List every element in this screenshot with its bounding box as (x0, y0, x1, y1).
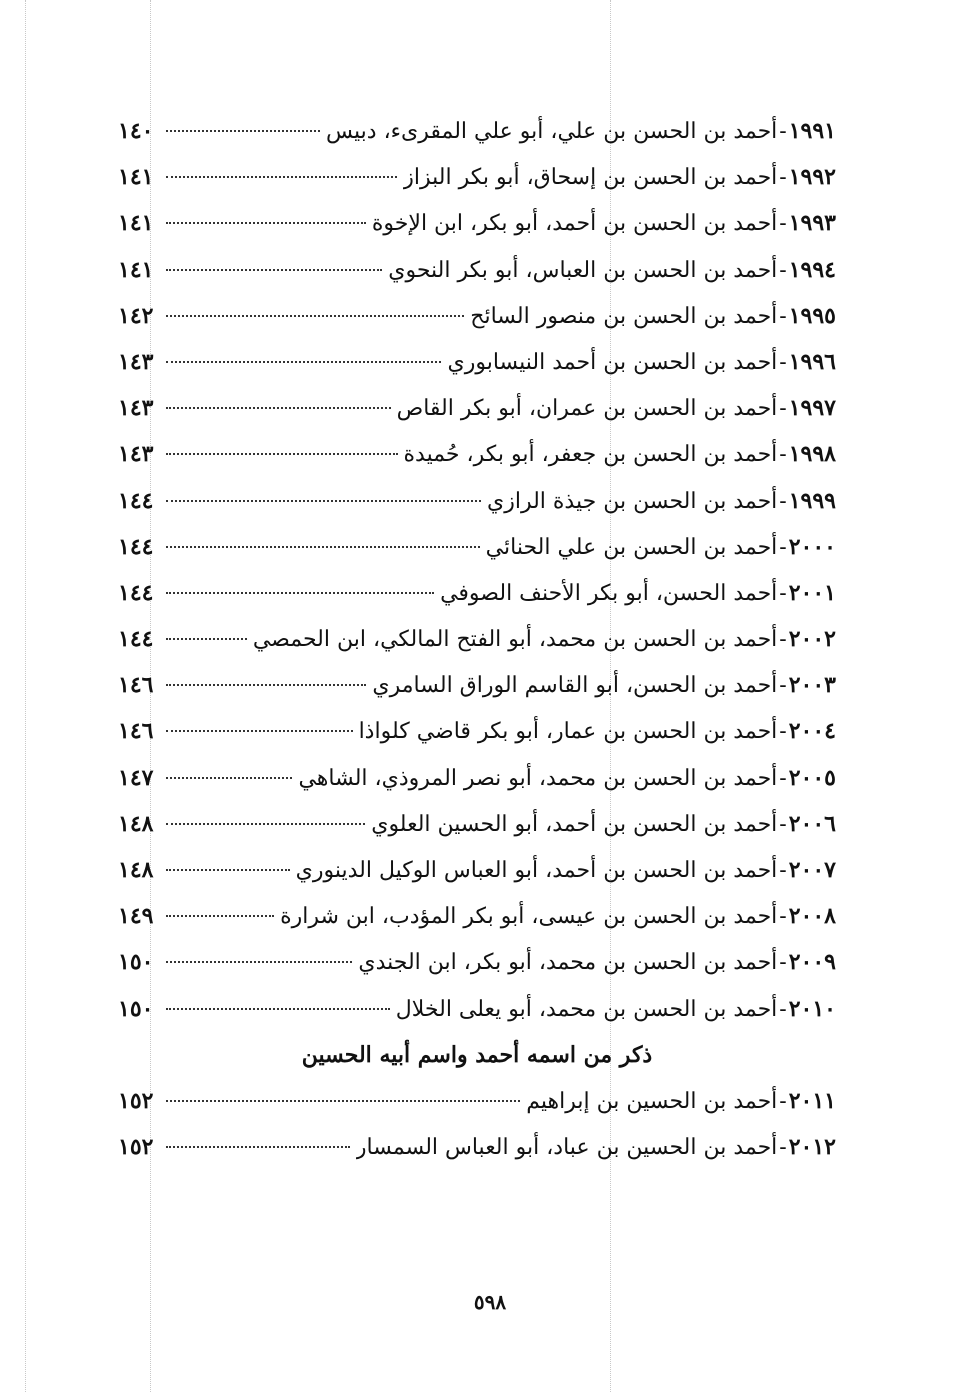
entry-name: أحمد بن الحسن بن محمد، أبو يعلى الخلال (395, 996, 778, 1022)
entry-number: ١٩٩٥ (788, 302, 836, 329)
toc-entry (118, 339, 836, 385)
entry-number: ٢٠١١ (788, 1087, 836, 1114)
toc-entry (118, 616, 836, 662)
entry-name: أحمد بن الحسن بن علي الحنائي (485, 534, 778, 560)
entry-page-number: ١٤٣ (118, 395, 154, 422)
leader-dots (166, 315, 464, 317)
entry-page-number: ١٤٨ (118, 857, 154, 883)
leader-dots (166, 823, 365, 825)
entry-page-number: ١٤٣ (118, 348, 154, 375)
toc-entry (118, 293, 836, 339)
entry-dash: - (779, 119, 787, 144)
entry-dash: - (779, 1088, 787, 1114)
entry-name: أحمد بن الحسن بن عمران، أبو بكر القاص (396, 396, 778, 422)
entry-number: ١٩٩١ (788, 118, 836, 144)
entry-page-number: ١٤٧ (118, 764, 154, 791)
entry-dash: - (779, 580, 787, 606)
leader-dots (166, 222, 366, 224)
entry-name: أحمد بن الحسن بن محمد، أبو الفتح المالكي، ابن الحمصي (252, 627, 778, 653)
entry-dash: - (779, 627, 787, 653)
entry-page-number: ١٤٤ (118, 487, 154, 514)
entry-number: ١٩٩٧ (788, 395, 836, 422)
entry-dash: - (779, 950, 787, 976)
toc-entry (118, 108, 836, 154)
toc-entry (118, 708, 836, 754)
toc-entry (118, 801, 836, 847)
entry-page-number: ١٤٦ (118, 718, 154, 745)
entry-dash: - (779, 442, 787, 468)
entry-dash: - (779, 1135, 787, 1161)
entry-number: ٢٠٠٣ (788, 672, 836, 699)
entry-page-number: ١٤٢ (118, 302, 154, 329)
toc-entry (118, 662, 836, 708)
toc-entries-part1 (118, 108, 836, 1032)
leader-dots (166, 130, 320, 132)
leader-dots (166, 361, 441, 363)
toc-entry (118, 939, 836, 985)
leader-dots (166, 638, 247, 640)
entry-name: أحمد بن الحسن بن عمار، أبو بكر قاضي كلواذا (358, 719, 778, 745)
entry-number: ٢٠٠٠ (788, 533, 836, 560)
toc-entry (118, 1124, 836, 1170)
entry-name: أحمد الحسن، أبو بكر الأحنف الصوفي (440, 580, 778, 606)
leader-dots (166, 777, 292, 779)
toc-entry (118, 755, 836, 801)
toc-entry (118, 431, 836, 477)
toc-entry (118, 154, 836, 200)
entry-name: أحمد بن الحسن بن أحمد النيسابوري (447, 349, 778, 375)
entry-name: أحمد بن الحسن بن علي، أبو علي المقرىء، دبيس (325, 119, 778, 144)
toc-entry (118, 847, 836, 893)
leader-dots (166, 176, 397, 178)
entry-number: ٢٠٠١ (788, 579, 836, 606)
entry-number: ١٩٩٣ (788, 210, 836, 237)
entry-page-number: ١٤٣ (118, 441, 154, 468)
entry-page-number: ١٤٤ (118, 626, 154, 653)
entry-dash: - (779, 211, 787, 237)
entry-name: أحمد بن الحسن بن محمد، أبو بكر، ابن الجندي (358, 950, 778, 976)
entry-dash: - (779, 673, 787, 699)
entry-number: ٢٠١٢ (788, 1134, 836, 1161)
entry-name: أحمد بن الحسين بن إبراهيم (526, 1088, 778, 1114)
scan-artifact-line (25, 0, 26, 1392)
entry-page-number: ١٤٠ (118, 118, 154, 144)
entry-page-number: ١٥٠ (118, 949, 154, 976)
entry-number: ١٩٩٤ (788, 256, 836, 283)
leader-dots (166, 407, 391, 409)
entry-number: ١٩٩٦ (788, 348, 836, 375)
toc-entry (118, 893, 836, 939)
entry-name: أحمد بن الحسن بن أحمد، أبو الحسين العلوي (371, 811, 778, 837)
leader-dots (166, 730, 353, 732)
entry-number: ١٩٩٢ (788, 164, 836, 191)
entry-dash: - (779, 303, 787, 329)
leader-dots (166, 1008, 390, 1010)
table-of-contents (118, 108, 836, 1170)
entry-dash: - (779, 719, 787, 745)
entry-dash: - (779, 349, 787, 375)
entry-name: أحمد بن الحسن بن عيسى، أبو بكر المؤدب، ابن شرارة (280, 904, 778, 930)
entry-page-number: ١٤١ (118, 210, 154, 237)
leader-dots (166, 269, 382, 271)
entry-dash: - (779, 534, 787, 560)
entry-number: ٢٠٠٧ (788, 857, 836, 883)
entry-dash: - (779, 811, 787, 837)
section-heading: ذكر من اسمه أحمد واسم أبيه الحسين (301, 1041, 653, 1068)
leader-dots (166, 961, 352, 963)
entry-page-number: ١٥٠ (118, 995, 154, 1022)
entry-dash: - (779, 396, 787, 422)
entry-name: أحمد بن الحسين بن عباد، أبو العباس السمسار (355, 1135, 778, 1161)
entry-number: ٢٠١٠ (788, 995, 836, 1022)
entry-dash: - (779, 996, 787, 1022)
toc-entry (118, 478, 836, 524)
entry-dash: - (779, 165, 787, 191)
leader-dots (166, 869, 290, 871)
leader-dots (166, 1146, 350, 1148)
entry-dash: - (779, 858, 787, 883)
entry-number: ٢٠٠٦ (788, 810, 836, 837)
entry-page-number: ١٤٨ (118, 810, 154, 837)
entry-name: أحمد بن الحسن بن العباس، أبو بكر النحوي (388, 257, 778, 283)
entry-page-number: ١٤١ (118, 164, 154, 191)
entry-name: أحمد بن الحسن بن أحمد، أبو العباس الوكيل الدينوري (295, 858, 778, 883)
entry-number: ١٩٩٨ (788, 441, 836, 468)
entry-number: ٢٠٠٥ (788, 764, 836, 791)
entry-dash: - (779, 904, 787, 930)
entry-dash: - (779, 765, 787, 791)
entry-number: ٢٠٠٨ (788, 903, 836, 930)
entry-page-number: ١٥٢ (118, 1087, 154, 1114)
entry-name: أحمد بن الحسن بن منصور السائح (470, 303, 778, 329)
entry-name: أحمد بن الحسن بن جيذة الرازي (487, 488, 778, 514)
toc-entries-part2 (118, 1078, 836, 1170)
entry-dash: - (779, 257, 787, 283)
leader-dots (166, 684, 366, 686)
entry-page-number: ١٤١ (118, 256, 154, 283)
toc-entry (118, 986, 836, 1032)
leader-dots (166, 546, 480, 548)
page-number: ٥٩٨ (473, 1290, 507, 1314)
toc-entry (118, 385, 836, 431)
leader-dots (166, 1100, 520, 1102)
entry-dash: - (779, 488, 787, 514)
entry-page-number: ١٤٦ (118, 672, 154, 699)
entry-name: أحمد بن الحسن بن أحمد، أبو بكر، ابن الإخوة (371, 211, 778, 237)
entry-number: ٢٠٠٢ (788, 626, 836, 653)
toc-entry (118, 200, 836, 246)
entry-page-number: ١٤٤ (118, 533, 154, 560)
toc-entry (118, 524, 836, 570)
entry-number: ١٩٩٩ (788, 487, 836, 514)
toc-entry (118, 1078, 836, 1124)
entry-name: أحمد بن الحسن بن جعفر، أبو بكر، حُميدة (403, 442, 778, 468)
entry-number: ٢٠٠٩ (788, 949, 836, 976)
entry-name: أحمد بن الحسن، أبو القاسم الوراق السامري (372, 673, 778, 699)
leader-dots (166, 915, 274, 917)
leader-dots (166, 500, 481, 502)
entry-page-number: ١٤٩ (118, 903, 154, 930)
entry-page-number: ١٤٤ (118, 579, 154, 606)
entry-name: أحمد بن الحسن بن محمد، أبو نصر المروذي، الشاهي (298, 765, 778, 791)
leader-dots (166, 592, 434, 594)
leader-dots (166, 453, 398, 455)
entry-page-number: ١٥٢ (118, 1134, 154, 1161)
toc-entry (118, 570, 836, 616)
entry-name: أحمد بن الحسن بن إسحاق، أبو بكر البزاز (403, 165, 778, 191)
toc-entry (118, 247, 836, 293)
entry-number: ٢٠٠٤ (788, 718, 836, 745)
